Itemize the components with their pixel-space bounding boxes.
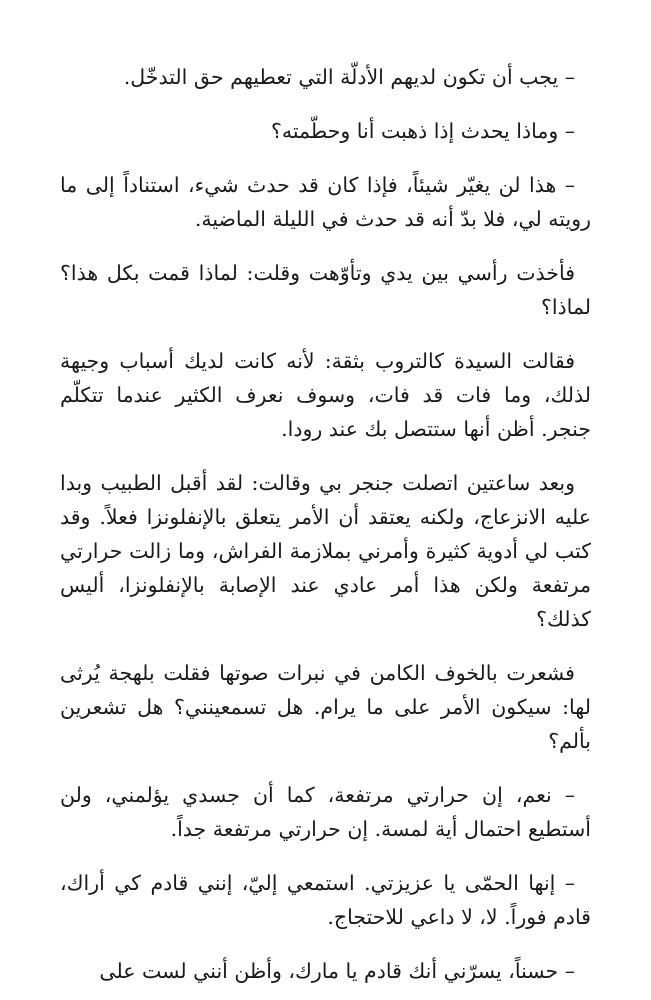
narrative-paragraph: فقالت السيدة كالتروب بثقة: لأنه كانت لديك أسباب وجيهة لذلك، وما فات قد فات، وسوف نعرف الكثير عندما تتكلّم جنجر. أظن أنها ستتصل بك عند رودا. xyxy=(60,349,591,441)
dialogue-paragraph: – نعم، إن حرارتي مرتفعة، كما أن جسدي يؤلمني، ولن أستطيع احتمال أية لمسة. إن حرارتي مرتفعة جداً. xyxy=(60,783,591,841)
dialogue-paragraph: – إنها الحمّى يا عزيزتي. استمعي إليّ، إنني قادم كي أراك، قادم فوراً. لا، لا داعي للاحتجاج. xyxy=(60,871,591,929)
narrative-paragraph: فأخذت رأسي بين يدي وتأوّهت وقلت: لماذا قمت بكل هذا؟ لماذا؟ xyxy=(60,261,591,319)
dialogue-paragraph: – حسناً، يسرّني أنك قادم يا مارك، وأظن أنني لست على xyxy=(99,959,575,983)
dialogue-paragraph: – هذا لن يغيّر شيئاً، فإذا كان قد حدث شيء، استناداً إلى ما رويته لي، فلا بدّ أنه قد حدث في الليلة الماضية. xyxy=(60,173,591,231)
dialogue-paragraph: – وماذا يحدث إذا ذهبت أنا وحطّمته؟ xyxy=(270,119,575,143)
dialogue-paragraph: – يجب أن تكون لديهم الأدلّة التي تعطيهم حق التدخّل. xyxy=(123,65,575,89)
narrative-paragraph: وبعد ساعتين اتصلت جنجر بي وقالت: لقد أقبل الطبيب وبدا عليه الانزعاج، ولكنه يعتقد أن الأمر يتعلق بالإنفلونزا فعلاً. وقد كتب لي أدوية كثيرة وأمرني بملازمة الفراش، وما زالت حرارتي مرتفعة ولكن هذا أمر عادي عند الإصابة بالإنفلونزا، أليس كذلك؟ xyxy=(60,471,591,631)
narrative-paragraph: فشعرت بالخوف الكامن في نبرات صوتها فقلت بلهجة يُرثى لها: سيكون الأمر على ما يرام. هل تسمعينني؟ هل تشعرين بألم؟ xyxy=(60,661,591,753)
